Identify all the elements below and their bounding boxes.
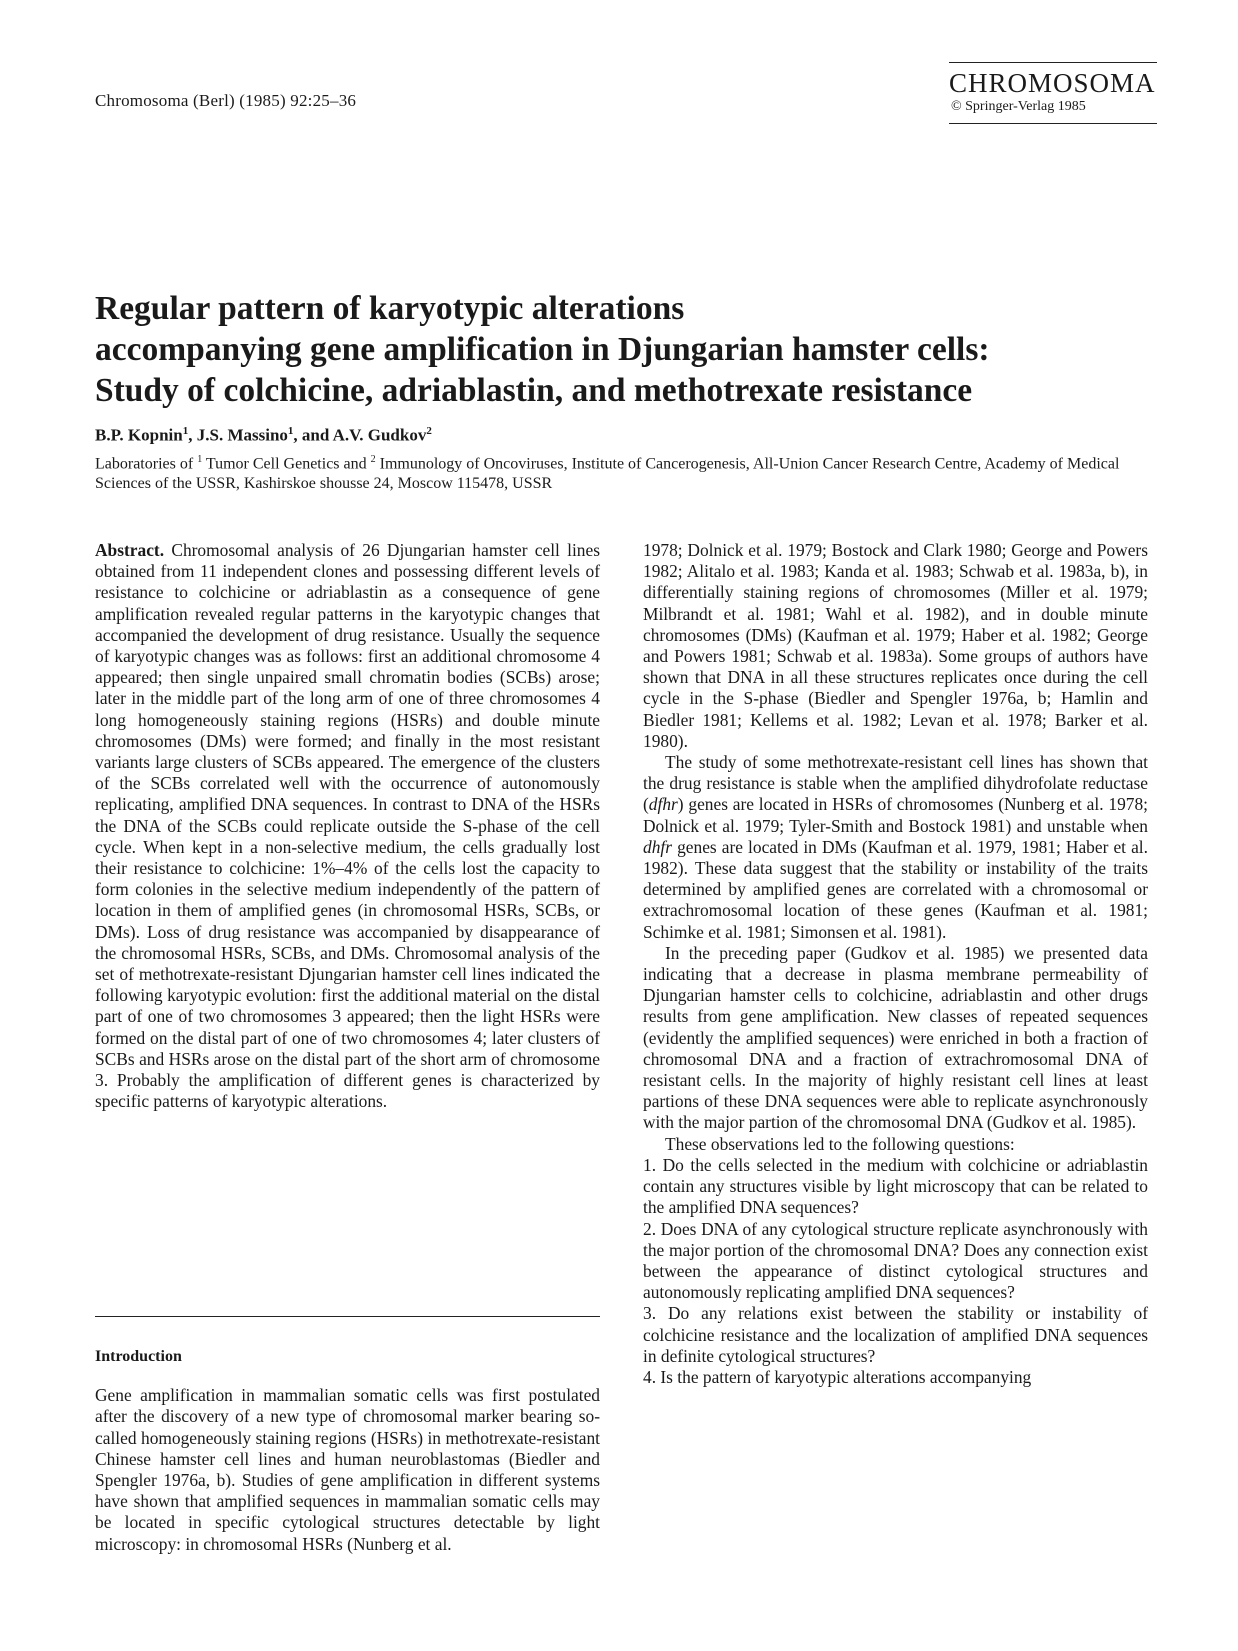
author-name: J.S. Massino — [196, 425, 288, 445]
copyright-notice: © Springer-Verlag 1985 — [951, 99, 1086, 114]
introduction-heading: Introduction — [95, 1348, 182, 1365]
affiliation-text: Immunology of Oncoviruses, Institute of Cancerogenesis, All-Union Cancer Research Centre, Academy of Medical Sciences of the USSR, Kashirskoe shousse 24, Moscow 115478, USSR — [95, 455, 1120, 493]
affiliation-text: Laboratories of — [95, 455, 198, 473]
body-paragraph: In the preceding paper (Gudkov et al. 1985) we presented data indicating that a decrease in plasma membrane permeability of Djungarian hamster cells to colchicine, adriablastin and other drugs results from gene amplification. New classes of repeated sequences (evidently the amplified sequences) were enriched in both a fraction of chromosomal DNA and a fraction of extrachromosomal DNA of resistant cells. In the majority of highly resistant cell lines at least partions of these DNA sequences were able to replicate asynchronously with the major partion of the chromosomal DNA (Gudkov et al. 1985). — [643, 942, 1148, 1133]
paper-title — [95, 288, 1175, 411]
affiliation-text: Tumor Cell Genetics and — [202, 455, 371, 473]
abstract-heading: Abstract. — [95, 540, 165, 560]
title-line-3: Study of colchicine, adriablastin, and methotrexate resistance — [95, 372, 973, 409]
author-affil-mark: 1 — [287, 425, 294, 437]
section-divider — [95, 1316, 600, 1317]
affiliation — [95, 450, 1165, 494]
abstract — [95, 540, 600, 1112]
journal-masthead — [949, 62, 1157, 124]
author-name: A.V. Gudkov — [332, 425, 427, 445]
question-item: 1. Do the cells selected in the medium with colchicine or adriablastin contain any structures visible by light microscopy that can be related to the amplified DNA sequences? — [643, 1154, 1148, 1218]
abstract-text: Chromosomal analysis of 26 Djungarian hamster cell lines obtained from 11 independent clones and possessing different levels of resistance to colchicine or adriablastin as a consequence of gene amplification revealed regular patterns in the karyotypic changes that accompanied the development of drug resistance. Usually the sequence of karyotypic changes was as follows: first an additional chromosome 4 appeared; then single unpaired small chromatin bodies (SCBs) arose; later in the middle part of the long arm of one of three chromosomes 4 long homogeneously staining regions (HSRs) and double minute chromosomes (DMs) were formed; and finally in the most resistant variants large clusters of SCBs appeared. The emergence of the clusters of the SCBs correlated well with the occurrence of autonomously replicating, amplified DNA sequences. In contrast to DNA of the HSRs the DNA of the SCBs could replicate outside the S-phase of the cell cycle. When kept in a non-selective medium, the cells gradually lost their resistance to colchicine: 1%–4% of the cells lost the capacity to form colonies in the selective medium independently of the pattern of location in them of amplified genes (in chromosomal HSRs, SCBs, or DMs). Loss of drug resistance was accompanied by disappearance of the chromosomal HSRs, SCBs, and DMs. Chromosomal analysis of the set of methotrexate-resistant Djungarian hamster cell lines indicated the following karyotypic evolution: first the additional material on the distal part of one of two chromosomes 3 appeared; then the light HSRs were formed on the distal part of one of two chromosomes 4; later clusters of SCBs and HSRs arose on the distal part of the short arm of chromosome 3. Probably the amplification of different genes is characterized by specific patterns of karyotypic alterations. — [95, 540, 600, 1112]
author-list — [95, 425, 432, 446]
question-item: 2. Does DNA of any cytological structure replicate asynchronously with the major portion of the chromosomal DNA? Does any connection exist between the appearance of distinct cytological structures and autonomously replicating amplified DNA sequences? — [643, 1218, 1148, 1303]
right-column-body — [643, 540, 1148, 1388]
body-paragraph: 1978; Dolnick et al. 1979; Bostock and Clark 1980; George and Powers 1982; Alitalo et al. 1983; Kanda et al. 1983; Schwab et al. 1983a, b), in differentially staining regions of chromosomes (Miller et al. 1979; Milbrandt et al. 1981; Wahl et al. 1982), and in double minute chromosomes (DMs) (Kaufman et al. 1979; Haber et al. 1982; George and Powers 1981; Schwab et al. 1983a). Some groups of authors have shown that DNA in all these structures replicates once during the cell cycle in the S-phase (Biedler and Spengler 1976a, b; Hamlin and Biedler 1981; Kellems et al. 1982; Levan et al. 1978; Barker et al. 1980). — [643, 540, 1148, 751]
journal-reference: Chromosoma (Berl) (1985) 92:25–36 — [95, 91, 357, 110]
affiliation-mark: 2 — [370, 454, 376, 465]
author-name: B.P. Kopnin — [95, 425, 183, 445]
body-paragraph — [643, 752, 1148, 943]
introduction-section — [95, 1346, 600, 1555]
body-text: genes are located in DMs (Kaufman et al. 1979, 1981; Haber et al. 1982). These data suggest that the stability or instability of the traits determined by amplified genes are correlated with a chromosomal or extrachromosomal location of these genes (Kaufman et al. 1981; Schimke et al. 1981; Simonsen et al. 1981). — [643, 836, 1148, 942]
author-separator: , — [188, 425, 197, 445]
journal-name: CHROMOSOMA — [949, 68, 1156, 98]
author-affil-mark: 2 — [426, 425, 432, 437]
author-separator: , and — [293, 425, 333, 445]
body-text: ) genes are located in HSRs of chromosomes (Nunberg et al. 1978; Dolnick et al. 1979; Tyler-Smith and Bostock 1981) and unstable when — [643, 794, 1148, 836]
affiliation-mark: 1 — [197, 454, 203, 465]
question-item: 4. Is the pattern of karyotypic alterations accompanying — [643, 1366, 1032, 1387]
introduction-paragraph: Gene amplification in mammalian somatic cells was first postulated after the discovery of a new type of chromosomal marker bearing so-called homogeneously staining regions (HSRs) in methotrexate-resistant Chinese hamster cell lines and human neuroblastomas (Biedler and Spengler 1976a, b). Studies of gene amplification in different systems have shown that amplified sequences in mammalian somatic cells may be located in specific cytological structures detectable by light microscopy: in chromosomal HSRs (Nunberg et al. — [95, 1385, 600, 1554]
body-text: The study of some methotrexate-resistant cell lines has shown that the drug resistance is stable when the amplified dihydrofolate reductase ( — [643, 752, 1148, 815]
question-item: 3. Do any relations exist between the stability or instability of colchicine resistance and the localization of amplified DNA sequences in definite cytological structures? — [643, 1303, 1148, 1366]
title-line-2: accompanying gene amplification in Djungarian hamster cells: — [95, 331, 990, 368]
body-paragraph: These observations led to the following questions: — [665, 1133, 1015, 1154]
gene-symbol: dhfr — [643, 836, 672, 857]
title-line-1: Regular pattern of karyotypic alterations — [95, 290, 685, 327]
author-affil-mark: 1 — [182, 425, 189, 437]
gene-symbol: dfhr — [648, 794, 678, 815]
